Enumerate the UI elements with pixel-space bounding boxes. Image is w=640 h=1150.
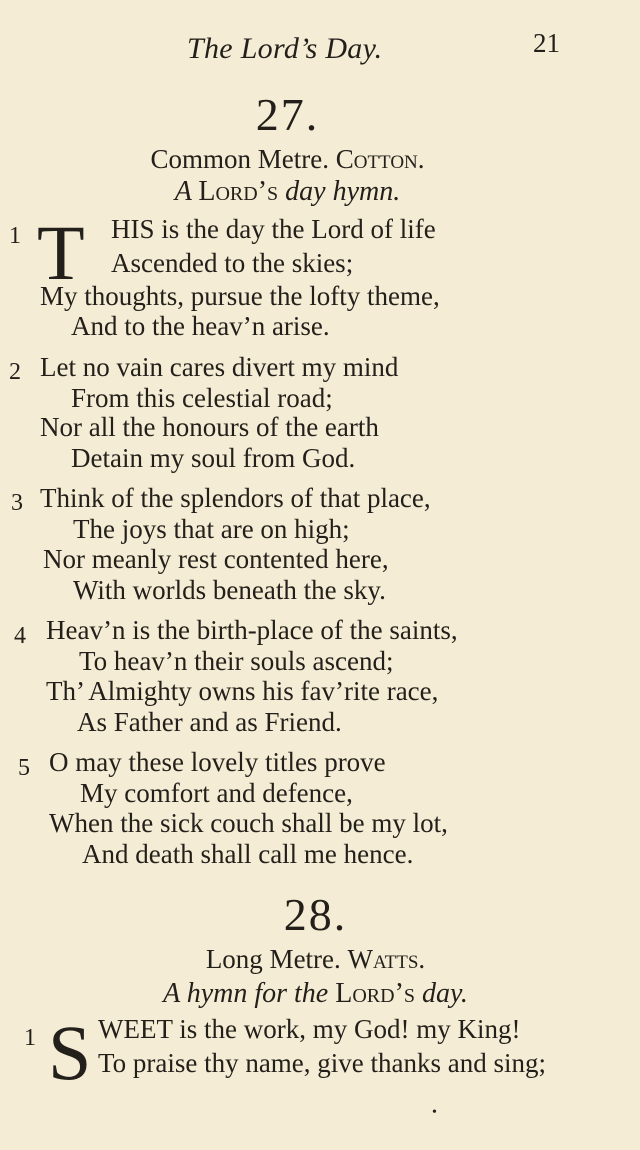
hymn-subtitle-b: Lord’s [335, 978, 416, 1009]
verse-number: 5 [18, 755, 30, 781]
hymn-subtitle-c: day hymn. [278, 176, 401, 207]
hymn-subtitle-a: A hymn for the [163, 978, 336, 1009]
verse-number: 3 [11, 490, 23, 516]
hymn-subtitle [28, 978, 603, 1010]
hymn-author: Watts. [347, 944, 426, 974]
verse-line: To heav’n their souls ascend; [79, 646, 394, 676]
verse-line: And to the heav’n arise. [71, 311, 330, 341]
verse-line: Nor meanly rest contented here, [43, 544, 389, 574]
verse-line: Think of the splendors of that place, [40, 483, 431, 513]
verse-number: 1 [24, 1025, 36, 1051]
hymn-author: Cotton. [335, 144, 425, 174]
verse-line: Heav’n is the birth-place of the saints, [46, 615, 458, 645]
verse-line: To praise thy name, give thanks and sing; [98, 1048, 547, 1078]
hymn-number: 28. [283, 889, 348, 940]
verse-line: Let no vain cares divert my mind [40, 352, 399, 382]
running-title: The Lord’s Day. [187, 32, 383, 65]
running-head [0, 28, 640, 72]
verse-line: When the sick couch shall be my lot, [49, 808, 448, 838]
verse-line: Ascended to the skies; [111, 248, 354, 278]
hymn-subtitle-b: Lord’s [198, 176, 279, 207]
drop-cap: T [37, 209, 85, 296]
verse-line: HIS is the day the Lord of life [111, 214, 436, 244]
verse-line: And death shall call me hence. [82, 839, 414, 869]
hymn-subtitle [0, 176, 575, 208]
hymn-subtitle-c: day. [415, 978, 468, 1009]
verse-number: 4 [14, 623, 26, 649]
verse-line: Nor all the honours of the earth [40, 412, 379, 442]
drop-cap: S [48, 1009, 92, 1096]
verse-line: Th’ Almighty owns his fav’rite race, [46, 676, 439, 706]
verse-number: 1 [9, 223, 21, 249]
verse-line: From this celestial road; [71, 383, 333, 413]
hymn-meter-line [28, 944, 603, 975]
verse-line: As Father and as Friend. [77, 707, 342, 737]
hymn-meter-line [0, 144, 575, 175]
verse-line: My comfort and defence, [80, 778, 353, 808]
verse-line: The joys that are on high; [73, 514, 350, 544]
hymn-meter: Long Metre. [205, 944, 341, 974]
verse-number: 2 [9, 359, 21, 385]
hymn-subtitle-a: A [174, 176, 199, 207]
hymn-meter: Common Metre. [150, 144, 329, 174]
verse-line: O may these lovely titles prove [49, 747, 386, 777]
verse-line: With worlds beneath the sky. [73, 575, 386, 605]
verse-line: My thoughts, pursue the lofty theme, [40, 281, 440, 311]
verse-line: WEET is the work, my God! my King! [98, 1014, 521, 1044]
hymn-number: 27. [255, 89, 320, 140]
ornament-dot: • [432, 1105, 437, 1120]
verse-line: Detain my soul from God. [71, 443, 356, 473]
page-number: 21 [533, 28, 560, 58]
